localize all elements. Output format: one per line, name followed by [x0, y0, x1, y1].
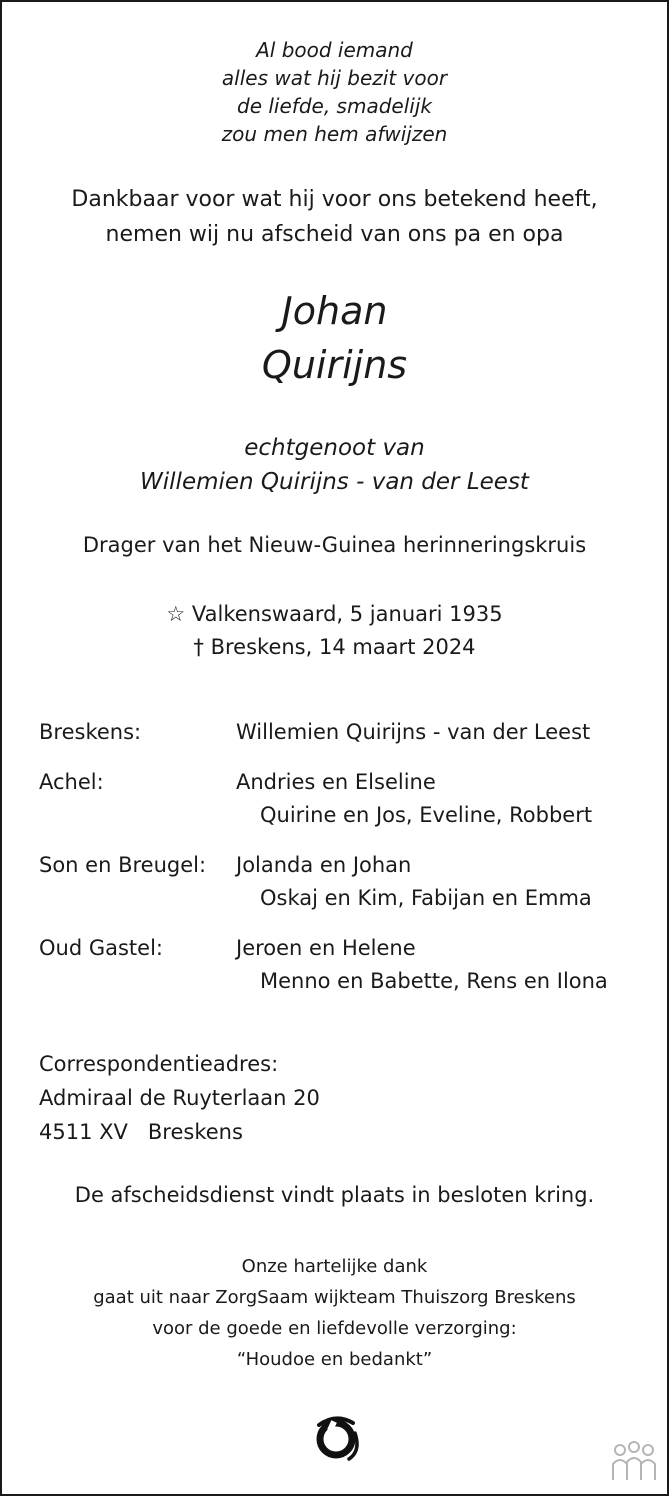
intro-text: [0, 182, 669, 252]
family-names: Jeroen en Helene: [236, 936, 416, 960]
thanks-block: [0, 1251, 669, 1375]
family-place: Breskens:: [39, 720, 142, 744]
family-names: Jolanda en Johan: [236, 853, 412, 877]
thanks-line: Onze hartelijke dank: [241, 1256, 428, 1277]
family-children: Quirine en Jos, Eveline, Robbert: [260, 803, 593, 827]
service-note: De afscheidsdienst vindt plaats in besloten kring.: [74, 1183, 595, 1207]
distinction: Drager van het Nieuw-Guinea herinneringskruis: [82, 533, 587, 557]
family-names: Andries en Elseline: [236, 770, 436, 794]
family-children: Oskaj en Kim, Fabijan en Emma: [260, 886, 592, 910]
correspondence-address: [39, 1047, 320, 1149]
poem-line: zou men hem afwijzen: [221, 122, 448, 146]
first-name: Johan: [281, 289, 388, 333]
spouse-label: echtgenoot van: [244, 435, 425, 461]
poem-line: Al bood iemand: [256, 38, 413, 62]
thanks-line: “Houdoe en bedankt”: [236, 1349, 433, 1370]
family-place: Son en Breugel:: [39, 853, 207, 877]
family-names: Willemien Quirijns - van der Leest: [236, 720, 591, 744]
spouse-block: [0, 431, 669, 499]
intro-line: Dankbaar voor wat hij voor ons betekend heeft,: [71, 187, 598, 212]
family-place: Oud Gastel:: [39, 936, 163, 960]
poem: [0, 36, 669, 148]
address-label: Correspondentieadres:: [39, 1052, 279, 1076]
intro-line: nemen wij nu afscheid van ons pa en opa: [105, 222, 564, 247]
life-dates: [0, 598, 669, 664]
thanks-line: gaat uit naar ZorgSaam wijkteam Thuiszorg Breskens: [93, 1287, 576, 1308]
birth-line: ☆ Valkenswaard, 5 januari 1935: [166, 602, 503, 626]
poem-line: de liefde, smadelijk: [237, 94, 432, 118]
thanks-line: voor de goede en liefdevolle verzorging:: [152, 1318, 517, 1339]
family-place: Achel:: [39, 770, 104, 794]
deceased-name: [0, 284, 669, 392]
address-street: Admiraal de Ruyterlaan 20: [39, 1086, 320, 1110]
death-line: † Breskens, 14 maart 2024: [193, 635, 476, 659]
family-children: Menno en Babette, Rens en Ilona: [260, 969, 608, 993]
spouse-name: Willemien Quirijns - van der Leest: [140, 469, 529, 495]
address-city: 4511 XV Breskens: [39, 1120, 243, 1144]
poem-line: alles wat hij bezit voor: [221, 66, 448, 90]
people-group-icon: [610, 1440, 658, 1482]
last-name: Quirijns: [261, 343, 408, 387]
zorgsaam-swirl-logo: [309, 1411, 363, 1465]
